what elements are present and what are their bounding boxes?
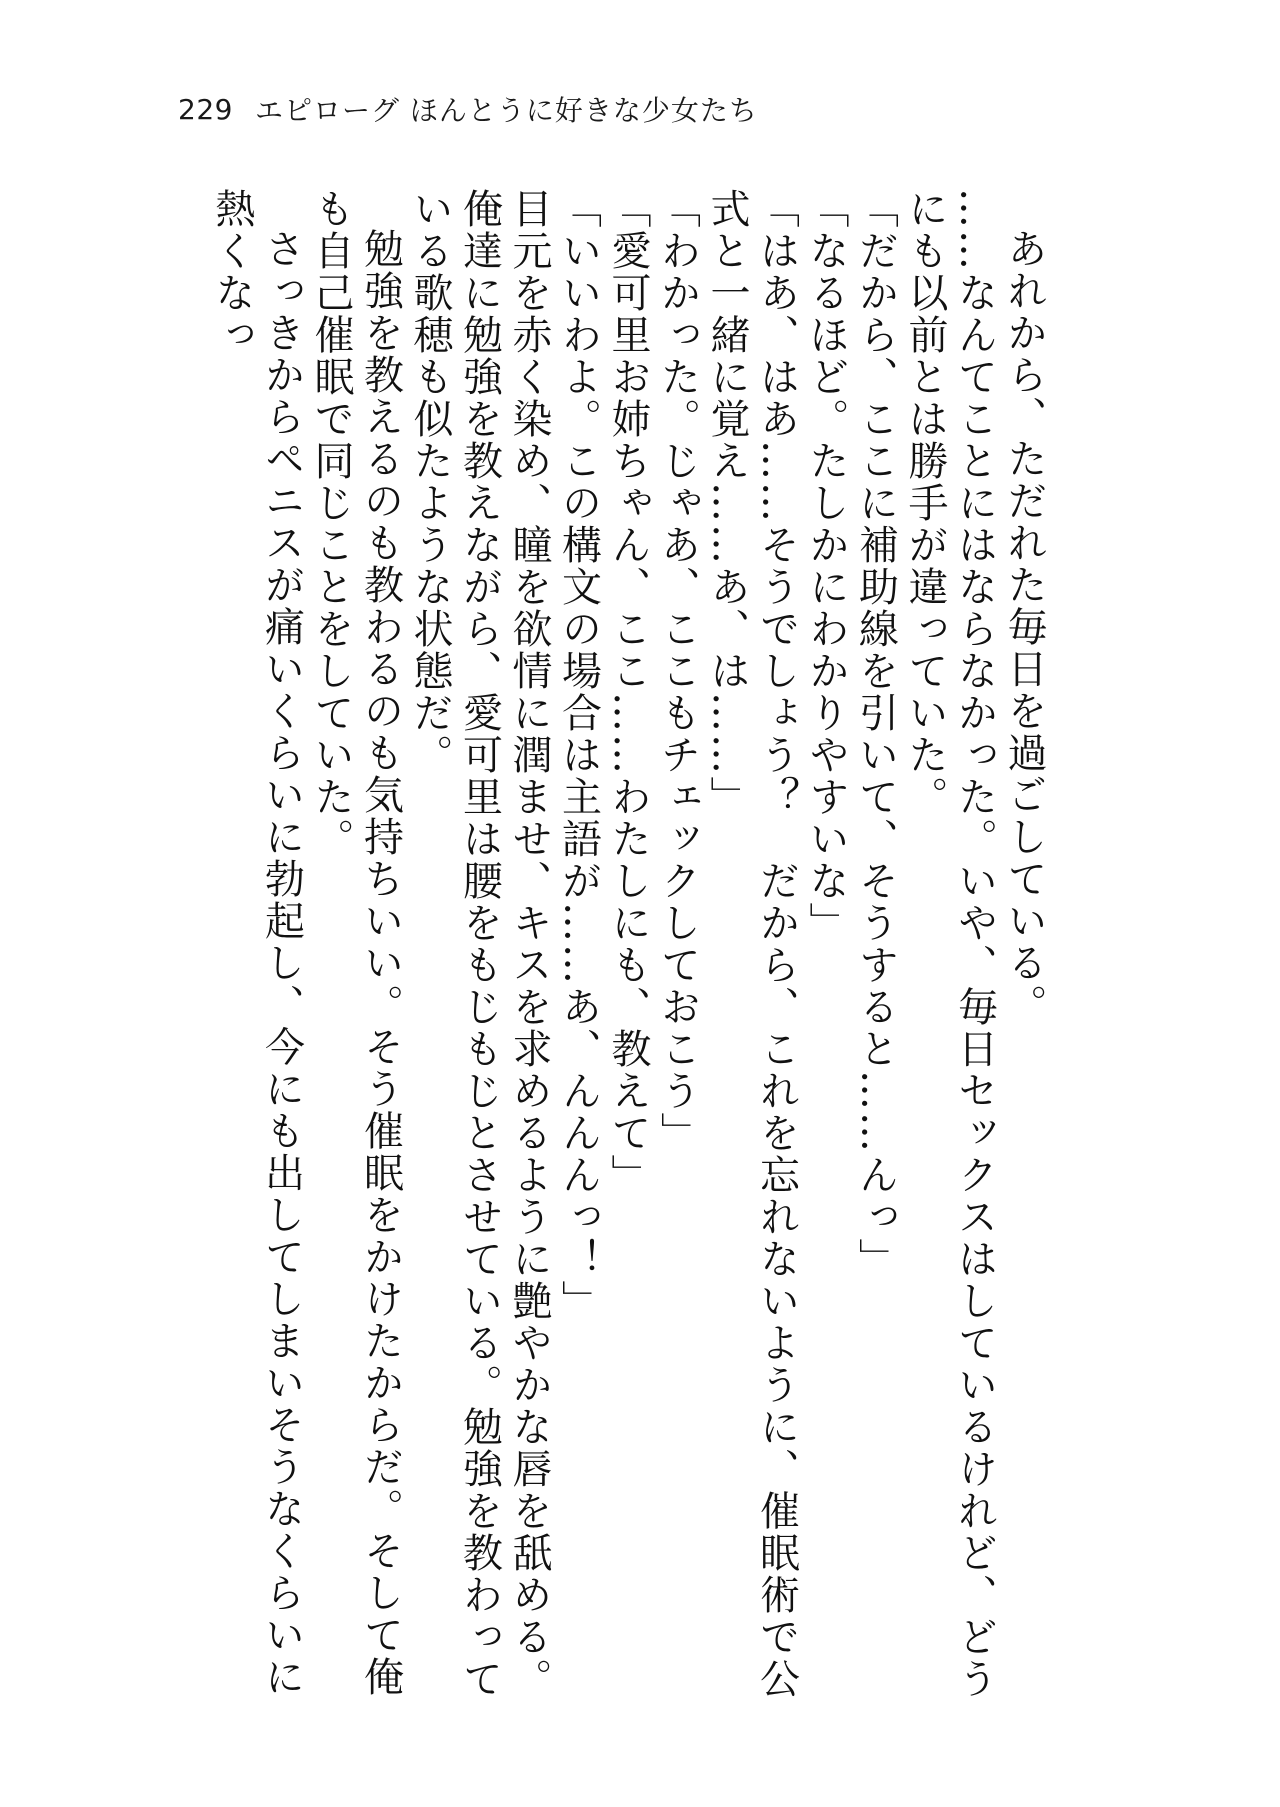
paragraph: 「なるほど。たしかにわかりやすいな」 <box>803 188 849 944</box>
paragraph: 「いいわよ。この構文の場合は主語が……あ、んんんっ！」 <box>555 188 602 1322</box>
body-text <box>178 188 1048 1718</box>
paragraph: あれから、ただれた毎日を過ごしている。 <box>1001 228 1047 1026</box>
paragraph: 目元を赤く染め、瞳を欲情に潤ませ、キスを求めるように艶やかな唇を舐める。 <box>506 188 552 1700</box>
paragraph: 「わかった。じゃあ、ここもチェックしておこう」 <box>654 188 701 1154</box>
paragraph: 勉強を教えるのも教わるのも気持ちいい。そう催眠をかけたからだ。そして俺も自己催眠で同じことをしていた。 <box>308 188 404 1698</box>
paragraph: ……なんてことにはならなかった。いや、毎日セックスはしているけれど、どうにも以前とは勝手が違っていた。 <box>902 188 998 1700</box>
page-number: 229 <box>178 92 233 126</box>
page-header <box>178 84 758 134</box>
paragraph: さっきからペニスが痛いくらいに勃起し、今にも出してしまいそうなくらいに熱くなっ <box>209 188 305 1698</box>
running-title: エピローグ ほんとうに好きな少女たち <box>254 94 758 127</box>
paragraph: 「愛可里お姉ちゃん、ここ……わたしにも、教えて」 <box>605 188 651 1196</box>
paragraph: 「はあ、はあ……そうでしょう？ だから、これを忘れないように、催眠術で公式と一緒に覚え……あ、は……」 <box>704 188 800 1700</box>
paragraph: 俺達に勉強を教えながら、愛可里は腰をもじもじとさせている。勉強を教わっている歌穂も似たような状態だ。 <box>407 188 503 1700</box>
paragraph: 「だから、ここに補助線を引いて、そうすると……んっ」 <box>852 188 899 1280</box>
